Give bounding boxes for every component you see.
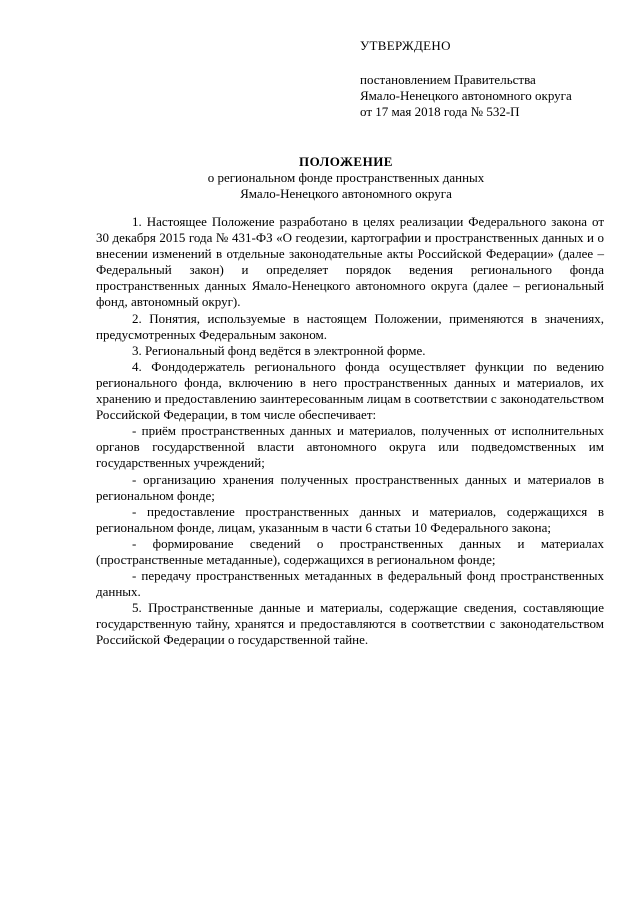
- list-item-transfer: - передачу пространственных метаданных в федеральный фонд пространственных данных.: [96, 568, 604, 600]
- list-item-storage: - организацию хранения полученных пространственных данных и материалов в региональном фонде;: [96, 471, 604, 503]
- paragraph-1: 1. Настоящее Положение разработано в целях реализации Федерального закона от 30 декабря 2015 года № 431-ФЗ «О геодезии, картографии и пространственных данных и о внесении изменений в отдельные законодательные акты Российской Федерации» (далее – Федеральный закон) и определяет порядок ведения регионального фонда пространственных данных Ямало-Ненецкого автономного округа (далее – региональный фонд, автономный округ).: [96, 214, 604, 310]
- paragraph-2: 2. Понятия, используемые в настоящем Положении, применяются в значениях, предусмотренных Федеральным законом.: [96, 310, 604, 342]
- approval-line-region: Ямало-Ненецкого автономного округа: [360, 88, 572, 103]
- paragraph-5: 5. Пространственные данные и материалы, содержащие сведения, составляющие государственную тайну, хранятся и предоставляются в соответствии с законодательством Российской Федерации о государственной тайне.: [96, 600, 604, 648]
- approval-heading: УТВЕРЖДЕНО: [360, 38, 451, 53]
- paragraph-3: 3. Региональный фонд ведётся в электронной форме.: [132, 342, 426, 358]
- list-item-reception: - приём пространственных данных и материалов, полученных от исполнительных органов государственной власти автономного округа или подведомственных им государственных учреждений;: [96, 423, 604, 471]
- list-item-metadata: - формирование сведений о пространственных данных и материалах (пространственные метаданные), содержащихся в региональном фонде;: [96, 535, 604, 567]
- document-title: ПОЛОЖЕНИЕ: [299, 154, 393, 169]
- document-subtitle-line2: Ямало-Ненецкого автономного округа: [240, 186, 452, 201]
- approval-line-authority: постановлением Правительства: [360, 72, 536, 87]
- approval-line-date-number: от 17 мая 2018 года № 532-П: [360, 104, 520, 119]
- list-item-provision: - предоставление пространственных данных и материалов, содержащихся в региональном фонде, лицам, указанным в части 6 статьи 10 Федерального закона;: [96, 503, 604, 535]
- approval-block: [360, 38, 620, 120]
- document-subtitle-line1: о региональном фонде пространственных данных: [207, 170, 485, 185]
- paragraph-4: 4. Фондодержатель регионального фонда осуществляет функции по ведению регионального фонда, включению в него пространственных данных и материалов, их хранению и предоставлению заинтересованным лицам в соответствии с законодательством Российской Федерации, в том числе обеспечивает:: [96, 358, 604, 423]
- document-title-block: [96, 154, 596, 202]
- document-body: [96, 214, 604, 649]
